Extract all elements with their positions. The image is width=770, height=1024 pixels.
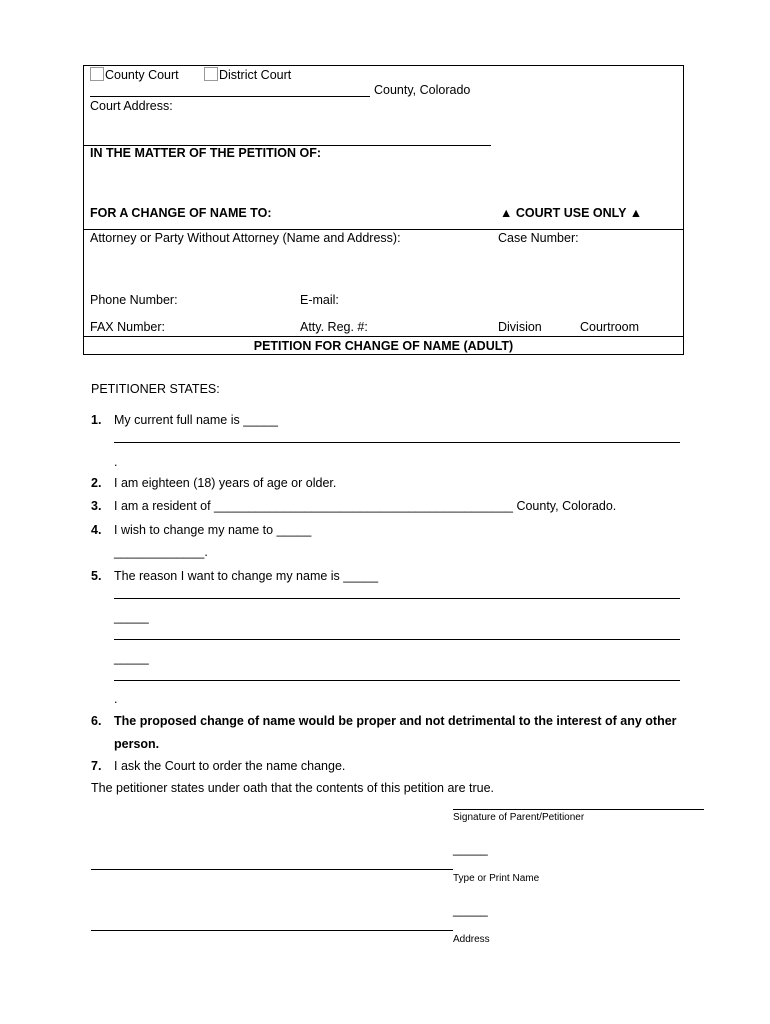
item-number: 4. <box>91 523 102 537</box>
attorney-label: Attorney or Party Without Attorney (Name and Address): <box>90 231 401 245</box>
item-text: I am eighteen (18) years of age or older. <box>114 476 337 490</box>
current-name-line[interactable] <box>114 442 680 443</box>
address-line[interactable] <box>91 930 453 931</box>
change-to-label: FOR A CHANGE OF NAME TO: <box>90 206 272 220</box>
name-line[interactable] <box>91 869 453 870</box>
item-text: I am a resident of ___________________________________________ County, Colorado. <box>114 499 617 513</box>
email-label: E-mail: <box>300 293 339 307</box>
form-title: PETITION FOR CHANGE OF NAME (ADULT) <box>253 339 514 353</box>
court-use-only: ▲ COURT USE ONLY ▲ <box>500 206 643 220</box>
item-number: 1. <box>91 413 102 427</box>
caption-divider-1 <box>83 229 684 230</box>
court-address-label: Court Address: <box>90 99 173 113</box>
item-text-cont: person. <box>114 737 160 751</box>
reason-blank-1: _____ <box>114 610 149 624</box>
county-name-blank[interactable] <box>90 96 370 97</box>
item-number: 6. <box>91 714 102 728</box>
reason-line-2[interactable] <box>114 639 680 640</box>
item-text: The proposed change of name would be proper and not detrimental to the interest of any other <box>114 714 677 728</box>
signature-line[interactable] <box>453 809 704 810</box>
courtroom-label: Courtroom <box>580 320 640 334</box>
name-label: Type or Print Name <box>453 873 540 884</box>
county-court-label: County Court <box>105 68 179 82</box>
division-label: Division <box>498 320 542 334</box>
item-number: 7. <box>91 759 102 773</box>
caption-divider-2 <box>83 336 684 337</box>
matter-label: IN THE MATTER OF THE PETITION OF: <box>90 146 322 160</box>
address-blank: _____ <box>453 903 488 917</box>
period: . <box>114 692 118 706</box>
petitioner-states: PETITIONER STATES: <box>91 382 220 396</box>
reason-line-3[interactable] <box>114 680 680 681</box>
item-text: I ask the Court to order the name change. <box>114 759 346 773</box>
period: . <box>114 455 118 469</box>
item-number: 3. <box>91 499 102 513</box>
signature-label: Signature of Parent/Petitioner <box>453 812 585 823</box>
county-court-checkbox[interactable] <box>90 67 104 81</box>
county-suffix: County, Colorado <box>374 83 471 97</box>
item-number: 2. <box>91 476 102 490</box>
address-label: Address <box>453 934 490 945</box>
county-court-option[interactable] <box>90 67 179 82</box>
district-court-option[interactable] <box>204 67 291 82</box>
item-text: The reason I want to change my name is _____ <box>114 569 379 583</box>
item-text: My current full name is _____ <box>114 413 278 427</box>
oath-statement: The petitioner states under oath that the contents of this petition are true. <box>91 781 495 795</box>
fax-label: FAX Number: <box>90 320 166 334</box>
item-text: I wish to change my name to _____ <box>114 523 312 537</box>
phone-label: Phone Number: <box>90 293 178 307</box>
name-blank: _____ <box>453 842 488 856</box>
reason-blank-2: _____ <box>114 651 149 665</box>
case-number-label: Case Number: <box>498 231 579 245</box>
district-court-label: District Court <box>219 68 292 82</box>
district-court-checkbox[interactable] <box>204 67 218 81</box>
atty-reg-label: Atty. Reg. #: <box>300 320 368 334</box>
new-name-blank[interactable]: _____________. <box>114 545 208 559</box>
item-number: 5. <box>91 569 102 583</box>
reason-line-1[interactable] <box>114 598 680 599</box>
